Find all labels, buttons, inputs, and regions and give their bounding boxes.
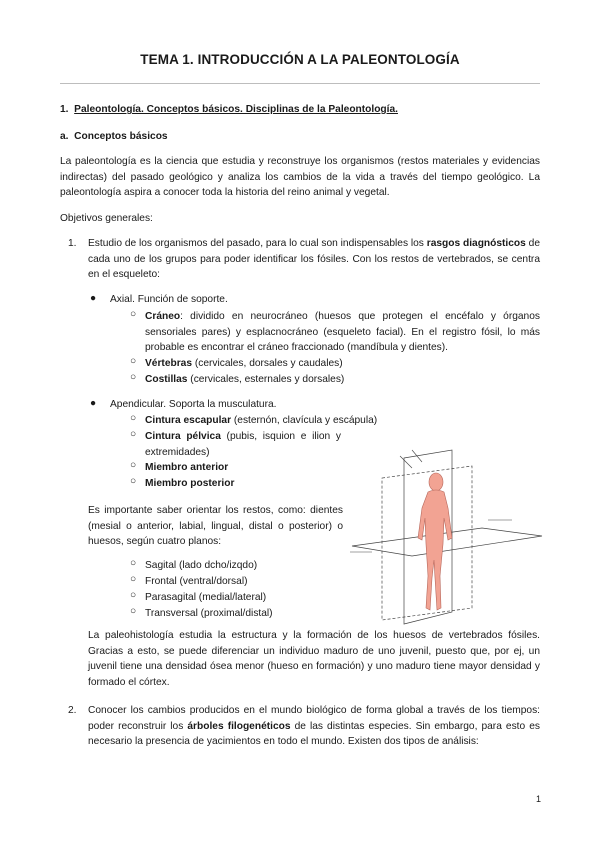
- apendicular-item-escapular-bold: Cintura escapular: [145, 415, 232, 426]
- bullet-dot-icon: ●: [90, 293, 97, 304]
- item-1-bold: rasgos diagnósticos: [426, 238, 526, 249]
- subsection-a-letter: a.: [60, 131, 69, 142]
- section-1-title: Paleontología. Conceptos básicos. Disciplinas de la Paleontología.: [74, 104, 398, 115]
- human-figure: [418, 473, 452, 610]
- anatomical-planes-figure: [342, 448, 552, 632]
- apendicular-label: Apendicular. Soporta la musculatura.: [110, 399, 277, 410]
- item-1-text: [88, 236, 540, 283]
- axial-item-vertebras-bold: Vértebras: [145, 358, 193, 369]
- item-2-text-end: de las distintas especies. Sin embargo, para esto es necesario la presencia de yacimientos en todo el mundo. Existen dos tipos de análisis:: [88, 720, 540, 748]
- circle-bullet-icon: ○: [130, 460, 137, 471]
- circle-bullet-icon: ○: [130, 413, 137, 424]
- apendicular-item-escapular-text: (esternón, clavícula y escápula): [231, 415, 378, 426]
- section-1-heading: [60, 104, 398, 115]
- intro-paragraph: La paleontología es la ciencia que estudia y reconstruye los organismos (restos materiales y evidencias indirectas) del pasado geológico y analiza los cambios de la vida a través del tiempo geológico. La paleontología aspira a conocer toda la historia del reino animal y vegetal.: [60, 156, 540, 199]
- circle-bullet-icon: ○: [130, 356, 137, 367]
- axial-item-vertebras-text: (cervicales, dorsales y caudales): [192, 358, 343, 369]
- axial-item-costillas-text: (cervicales, esternales y dorsales): [187, 374, 345, 385]
- paleohistology-paragraph: La paleohistología estudia la estructura y la formación de los huesos de vertebrados fósiles. Gracias a esto, se puede diferenciar un individuo maduro de uno juvenil, puesto que, por ej, un juvenil tiene una densidad ósea menor (hueso en formación) y uno maduro tiene mayor densidad y formado el córtex.: [88, 630, 540, 688]
- item-1-text-start: Estudio de los organismos del pasado, para lo cual son indispensables los: [88, 238, 427, 249]
- axial-item-costillas: [145, 372, 344, 388]
- plane-sagital: Sagital (lado dcho/izqdo): [145, 560, 258, 571]
- page-title: TEMA 1. INTRODUCCIÓN A LA PALEONTOLOGÍA: [140, 52, 460, 67]
- page-number: 1: [535, 794, 541, 804]
- apendicular-item-anterior: Miembro anterior: [145, 462, 229, 473]
- item-2-number: 2.: [68, 705, 77, 716]
- circle-bullet-icon: ○: [130, 429, 137, 440]
- circle-bullet-icon: ○: [130, 574, 137, 585]
- circle-bullet-icon: ○: [130, 606, 137, 617]
- subsection-a-heading: [60, 131, 168, 142]
- plane-frontal: Frontal (ventral/dorsal): [145, 576, 248, 587]
- circle-bullet-icon: ○: [130, 372, 137, 383]
- axial-item-craneo: [145, 309, 540, 356]
- apendicular-item-posterior: Miembro posterior: [145, 478, 235, 489]
- subsection-a-title: Conceptos básicos: [74, 131, 168, 142]
- plane-parasagital: Parasagital (medial/lateral): [145, 592, 267, 603]
- item-2-bold: árboles filogenéticos: [187, 720, 291, 732]
- apendicular-item-pelvica-bold: Cintura pélvica: [145, 431, 221, 442]
- title-divider: [60, 83, 540, 84]
- plane-pointer-line: [412, 450, 422, 462]
- axial-item-craneo-bold: Cráneo: [145, 311, 181, 322]
- item-2-text: [88, 703, 540, 750]
- axial-item-vertebras: [145, 356, 343, 372]
- item-1-text-end: de cada uno de los grupos para poder identificar los fósiles. Con los restos de vertebrados, se centra en el esqueleto:: [88, 238, 540, 281]
- bullet-dot-icon: ●: [90, 398, 97, 409]
- circle-bullet-icon: ○: [130, 476, 137, 487]
- axial-item-costillas-bold: Costillas: [145, 374, 188, 385]
- apendicular-item-pelvica: [145, 429, 341, 460]
- section-1-number: 1.: [60, 104, 69, 115]
- objectives-label: Objetivos generales:: [60, 213, 153, 224]
- circle-bullet-icon: ○: [130, 309, 137, 320]
- plane-transversal: Transversal (proximal/distal): [145, 608, 273, 619]
- item-2-text-start: Conocer los cambios producidos en el mundo biológico de forma global a través de los tiempos: poder reconstruir los: [88, 705, 540, 732]
- circle-bullet-icon: ○: [130, 558, 137, 569]
- item-1-number: 1.: [68, 238, 77, 249]
- axial-item-craneo-text: : dividido en neurocráneo (huesos que protegen el encéfalo y órganos sensoriales pares) y esplacnocráneo (esqueleto facial). En el registro fósil, lo más probable es encontrar el cráneo fraccionado (mandíbula y dientes).: [145, 311, 540, 354]
- apendicular-item-escapular: [145, 413, 377, 429]
- apendicular-item-pelvica-text: (pubis, isquion e ilion y extremidades): [145, 431, 341, 458]
- circle-bullet-icon: ○: [130, 590, 137, 601]
- axial-label: Axial. Función de soporte.: [110, 294, 228, 305]
- orientation-paragraph: Es importante saber orientar los restos, como: dientes (mesial o anterior, labial, lingual, distal o posterior) o huesos, según cuatro planos:: [88, 505, 343, 548]
